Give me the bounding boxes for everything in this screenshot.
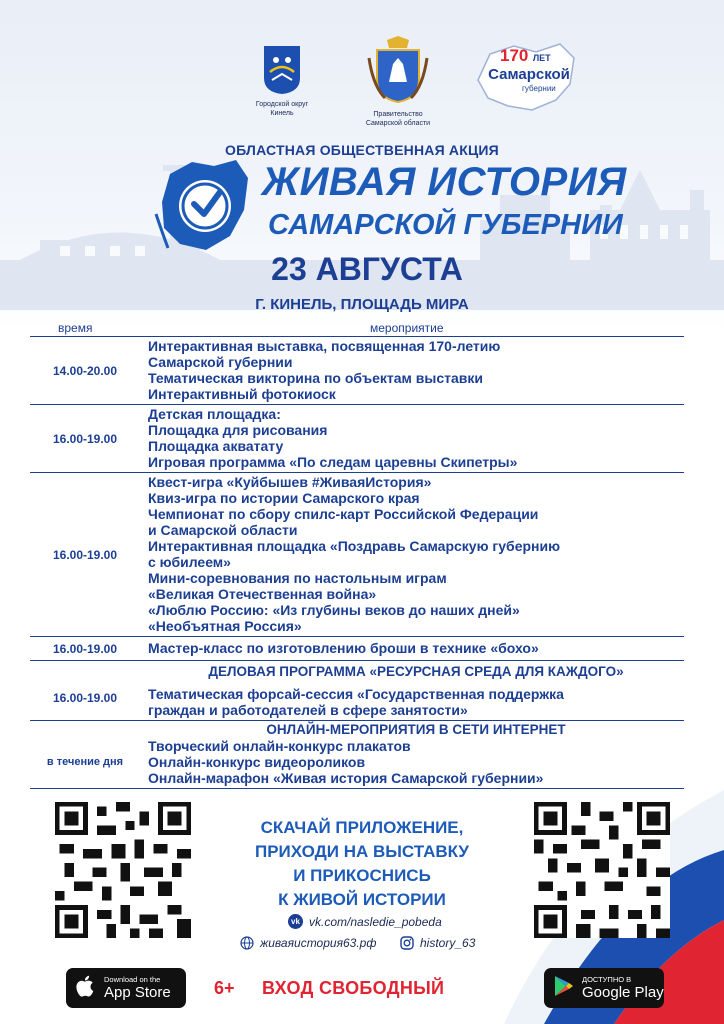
row-event: Площадка для рисования <box>148 422 328 438</box>
row-event: Квиз-игра по истории Самарского края <box>148 490 420 506</box>
event-date: 23 АВГУСТА <box>271 251 463 287</box>
row-time: в течение дня <box>46 755 124 768</box>
row-event: Онлайн-конкурс видеороликов <box>148 754 366 770</box>
cta-line: К ЖИВОЙ ИСТОРИИ <box>278 890 446 909</box>
free-entry-label: ВХОД СВОБОДНЫЙ <box>262 978 445 998</box>
schedule-row <box>30 404 684 472</box>
section-heading-online: ОНЛАЙН-МЕРОПРИЯТИЯ В СЕТИ ИНТЕРНЕТ <box>266 722 566 737</box>
schedule-row <box>30 336 684 404</box>
schedule-row <box>30 636 684 660</box>
schedule-table <box>30 336 684 789</box>
row-event: Детская площадка: <box>148 406 281 422</box>
globe-icon <box>240 936 254 950</box>
app-store-badge[interactable] <box>66 968 186 1008</box>
google-play-large-text: Google Play <box>582 984 664 1001</box>
jubilee-name: Самарской <box>488 66 570 83</box>
organization-line: ОБЛАСТНАЯ ОБЩЕСТВЕННАЯ АКЦИЯ <box>225 142 499 158</box>
kinel-coat-of-arms-icon <box>262 44 302 96</box>
row-event: «Люблю Россию: «Из глубины веков до наших дней» <box>148 602 520 618</box>
cta-line: ПРИХОДИ НА ВЫСТАВКУ <box>254 842 470 861</box>
schedule-row <box>30 660 684 720</box>
event-title-line-1: ЖИВАЯ ИСТОРИЯ <box>262 160 627 204</box>
schedule-row <box>30 472 684 636</box>
app-store-large-text: App Store <box>104 984 171 1001</box>
vk-link[interactable] <box>288 914 442 929</box>
row-event: с юбилеем» <box>148 554 231 570</box>
row-time: 16.00-19.00 <box>52 547 118 562</box>
vk-link-text: vk.com/nasledie_pobeda <box>309 914 442 929</box>
section-heading-business: ДЕЛОВАЯ ПРОГРАММА «РЕСУРСНАЯ СРЕДА ДЛЯ КАЖДОГО» <box>208 664 624 679</box>
row-event: «Великая Отечественная война» <box>148 586 377 602</box>
row-event: Тематическая форсай-сессия «Государственная поддержка <box>148 686 564 702</box>
jubilee-number: 170 <box>500 46 529 65</box>
row-event: Онлайн-марафон «Живая история Самарской губернии» <box>148 770 544 786</box>
instagram-icon <box>400 936 414 950</box>
samara-government-logo <box>358 36 438 128</box>
row-event: Мастер-класс по изготовлению броши в технике «бохо» <box>148 640 539 656</box>
app-store-small-text: Download on the <box>104 975 161 984</box>
age-rating: 6+ <box>214 978 235 998</box>
row-event: Интерактивная выставка, посвященная 170-летию <box>148 338 501 354</box>
cta-line: И ПРИКОСНИСЬ <box>293 866 431 885</box>
row-event: Площадка акватату <box>148 438 284 454</box>
row-event: Чемпионат по сбору спилс-карт Российской Федерации <box>148 506 539 522</box>
kinel-logo <box>253 44 311 118</box>
row-event: Интерактивная площадка «Поздравь Самарскую губернию <box>148 538 561 554</box>
column-header-event: мероприятие <box>370 321 444 335</box>
row-event: Мини-соревнования по настольным играм <box>148 570 447 586</box>
row-event: «Необъятная Россия» <box>148 618 302 634</box>
website-link[interactable] <box>240 936 376 950</box>
samara-gov-caption-1: Правительство <box>373 111 423 118</box>
row-time: 16.00-19.00 <box>52 641 118 656</box>
row-event: Творческий онлайн-конкурс плакатов <box>148 738 411 754</box>
event-place: Г. КИНЕЛЬ, ПЛОЩАДЬ МИРА <box>255 296 469 313</box>
samara-gov-caption-2: Самарской области <box>365 120 431 127</box>
row-time: 16.00-19.00 <box>52 690 118 705</box>
cta-line: СКАЧАЙ ПРИЛОЖЕНИЕ, <box>260 818 464 837</box>
instagram-link-text: history_63 <box>420 936 476 950</box>
row-event: Квест-игра «Куйбышев #ЖиваяИстория» <box>148 474 432 490</box>
kinel-caption-2: Кинель <box>270 110 294 117</box>
kinel-caption-1: Городской округ <box>255 101 309 108</box>
row-event: Самарской губернии <box>148 354 293 370</box>
row-time: 16.00-19.00 <box>52 431 118 446</box>
google-play-small-text: ДОСТУПНО В <box>582 975 632 984</box>
vk-icon: vk <box>288 914 303 929</box>
samara-coat-of-arms-icon <box>367 36 429 106</box>
row-event: Интерактивный фотокиоск <box>148 386 336 402</box>
row-time: 14.00-20.00 <box>52 363 118 378</box>
schedule-row <box>30 720 684 789</box>
event-title-line-2: САМАРСКОЙ ГУБЕРНИИ <box>268 209 623 241</box>
instagram-link[interactable] <box>400 936 475 950</box>
jubilee-sub: губернии <box>522 84 556 93</box>
jubilee-suffix: ЛЕТ <box>532 53 551 63</box>
row-event: Тематическая викторина по объектам выставки <box>148 370 483 386</box>
qr-code-left[interactable] <box>55 802 191 938</box>
website-link-text: живаяистория63.рф <box>260 936 377 950</box>
apple-icon <box>76 975 98 1002</box>
google-play-icon <box>554 975 576 1002</box>
column-header-time: время <box>58 321 93 335</box>
qr-code-right[interactable] <box>534 802 670 938</box>
row-event: и Самарской области <box>148 522 298 538</box>
google-play-badge[interactable] <box>544 968 664 1008</box>
jubilee-170-logo <box>470 40 582 116</box>
clock-region-icon <box>150 152 255 257</box>
row-event: граждан и работодателей в сфере занятости» <box>148 702 468 718</box>
row-event: Игровая программа «По следам царевны Скипетры» <box>148 454 518 470</box>
download-app-call-to-action <box>212 816 512 912</box>
